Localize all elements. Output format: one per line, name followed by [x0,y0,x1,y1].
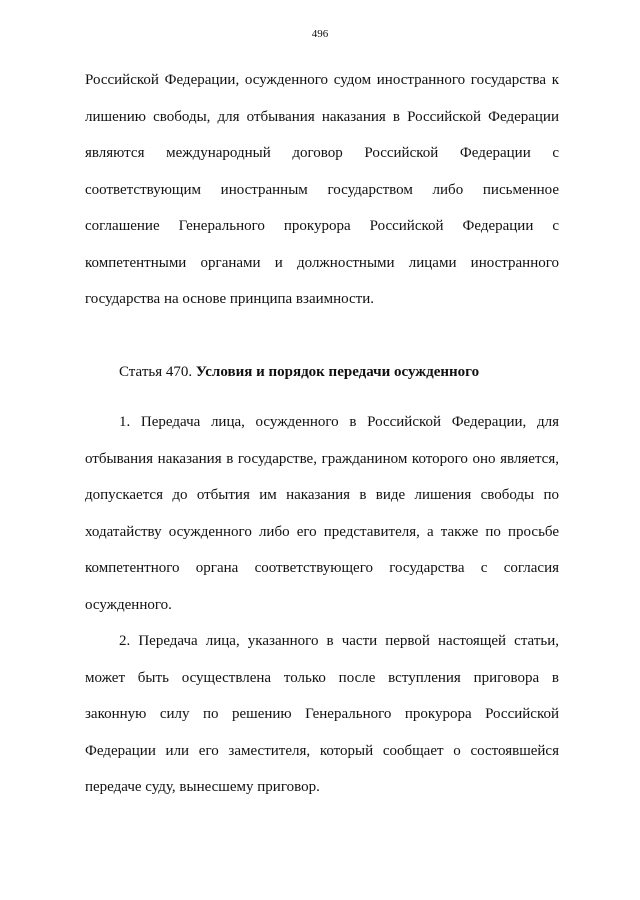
article-number: Статья 470. [119,363,193,380]
page-number: 496 [311,28,329,40]
article-title: Условия и порядок передачи осужденного [195,363,480,380]
article-heading [85,354,559,391]
continuation-paragraph: Российской Федерации, осужденного судом иностранного государства к лишению свободы, для отбывания наказания в Российской Федерации являются международный договор Российской Федерации с соответствующим иностранным государством либо письменное соглашение Генерального прокурора Российской Федерации с компетентными органами и должностными лицами иностранного государства на основе принципа взаимности. [85,72,559,307]
paragraph-1: 1. Передача лица, осужденного в Российской Федерации, для отбывания наказания в государстве, гражданином которого оно является, допускается до отбытия им наказания в виде лишения свободы по ходатайству осужденного либо его представителя, а также по просьбе компетентного органа соответствующего государства с согласия осужденного. [85,414,559,613]
document-body [85,62,559,806]
paragraph-2: 2. Передача лица, указанного в части первой настоящей статьи, может быть осуществлена только после вступления приговора в законную силу по решению Генерального прокурора Российской Федерации или его заместителя, который сообщает о состоявшейся передаче суду, вынесшему приговор. [85,633,559,795]
